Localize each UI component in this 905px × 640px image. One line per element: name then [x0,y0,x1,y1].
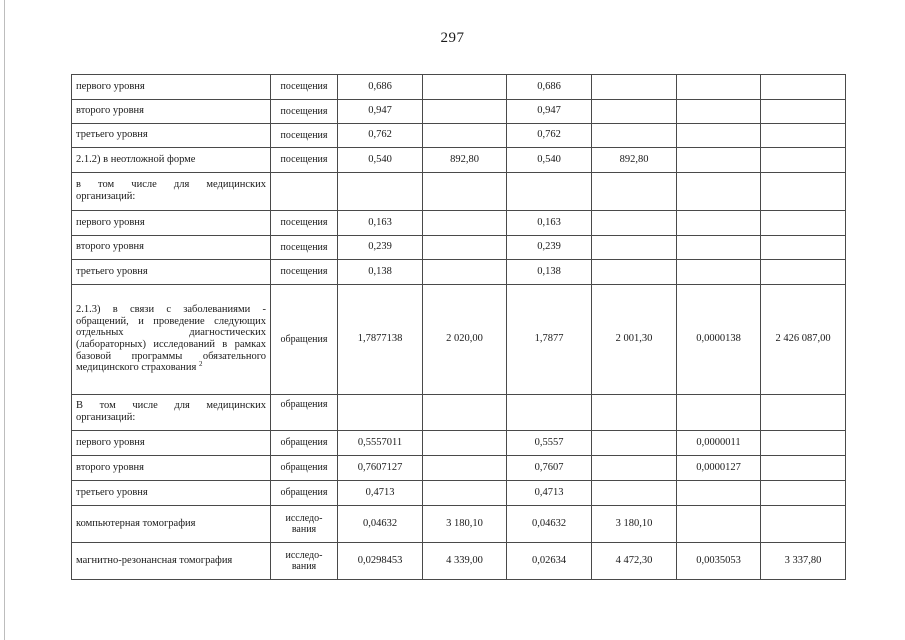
row-value-2 [423,260,507,285]
table-row [72,148,846,173]
row-value-2 [423,236,507,260]
tariff-table [71,74,846,580]
row-name: в том числе для медицинских организаций: [72,173,271,211]
row-value-1: 0,04632 [338,506,423,543]
row-name: магнитно-резонансная томография [72,543,271,580]
row-value-6 [761,481,846,506]
row-name: компьютерная томография [72,506,271,543]
row-value-2 [423,395,507,431]
row-value-1: 0,540 [338,148,423,173]
row-name: второго уровня [72,100,271,124]
row-unit: посещения [271,100,338,124]
row-value-4 [592,481,677,506]
row-value-4 [592,173,677,211]
row-value-5: 0,0000011 [677,431,761,456]
table-row [72,543,846,580]
row-value-4 [592,260,677,285]
table-row [72,75,846,100]
row-value-1: 0,762 [338,124,423,148]
row-unit: исследо-вания [271,506,338,543]
row-value-2: 892,80 [423,148,507,173]
row-value-6 [761,211,846,236]
row-value-1: 1,7877138 [338,285,423,395]
row-value-4 [592,431,677,456]
row-value-5 [677,173,761,211]
row-unit: обращения [271,285,338,395]
row-value-3: 0,686 [507,75,592,100]
table-row [72,124,846,148]
row-unit: посещения [271,124,338,148]
row-value-4 [592,124,677,148]
row-value-6: 3 337,80 [761,543,846,580]
row-value-5 [677,100,761,124]
row-value-5: 0,0035053 [677,543,761,580]
row-unit: обращения [271,456,338,481]
row-value-3 [507,395,592,431]
row-unit: посещения [271,75,338,100]
row-value-2: 2 020,00 [423,285,507,395]
page-edge-rule [4,0,5,640]
table-row [72,456,846,481]
row-value-5 [677,260,761,285]
row-value-1: 0,7607127 [338,456,423,481]
row-value-1: 0,0298453 [338,543,423,580]
row-value-6 [761,148,846,173]
row-value-3: 0,163 [507,211,592,236]
table-row [72,481,846,506]
row-value-2 [423,211,507,236]
table-row [72,236,846,260]
row-unit [271,173,338,211]
row-unit: исследо-вания [271,543,338,580]
row-unit: обращения [271,431,338,456]
row-value-2 [423,431,507,456]
row-name: первого уровня [72,211,271,236]
row-value-3: 1,7877 [507,285,592,395]
row-value-3: 0,239 [507,236,592,260]
row-name: третьего уровня [72,260,271,285]
row-value-5 [677,236,761,260]
page-number: 297 [440,30,465,46]
row-value-6 [761,173,846,211]
row-value-3: 0,04632 [507,506,592,543]
footnote-marker: 2 [198,360,203,369]
row-unit: посещения [271,260,338,285]
row-value-6 [761,236,846,260]
row-value-5 [677,124,761,148]
row-name: третьего уровня [72,124,271,148]
row-value-3: 0,4713 [507,481,592,506]
row-unit: обращения [271,481,338,506]
row-value-2: 4 339,00 [423,543,507,580]
table-row [72,506,846,543]
row-value-6 [761,124,846,148]
row-value-1: 0,947 [338,100,423,124]
row-value-1: 0,5557011 [338,431,423,456]
table-row [72,285,846,395]
table-row [72,173,846,211]
row-unit: обращения [271,395,338,431]
row-value-1: 0,138 [338,260,423,285]
row-value-1 [338,173,423,211]
row-unit: посещения [271,211,338,236]
row-name: второго уровня [72,236,271,260]
row-value-3: 0,02634 [507,543,592,580]
row-name: первого уровня [72,431,271,456]
row-value-2 [423,100,507,124]
row-value-6 [761,456,846,481]
row-value-4: 892,80 [592,148,677,173]
row-name: второго уровня [72,456,271,481]
row-value-3: 0,762 [507,124,592,148]
table-row [72,260,846,285]
row-value-4 [592,211,677,236]
row-value-1 [338,395,423,431]
row-name: первого уровня [72,75,271,100]
row-value-4 [592,100,677,124]
row-value-3: 0,7607 [507,456,592,481]
row-value-5 [677,75,761,100]
row-value-5 [677,211,761,236]
row-value-3: 0,947 [507,100,592,124]
row-value-4: 3 180,10 [592,506,677,543]
table-row [72,100,846,124]
row-unit: посещения [271,236,338,260]
row-value-4: 4 472,30 [592,543,677,580]
row-value-5 [677,148,761,173]
row-value-5: 0,0000127 [677,456,761,481]
row-value-5 [677,506,761,543]
row-unit: посещения [271,148,338,173]
row-name: 2.1.3) в связи с заболеваниями - обращений, и проведение следующих отдельных диагностических (лабораторных) исследований в рамках базовой программы обязательного медицинского страхования [76,304,266,374]
row-value-1: 0,686 [338,75,423,100]
row-name: В том числе для медицинских организаций: [72,395,271,431]
row-value-6 [761,431,846,456]
row-name: третьего уровня [72,481,271,506]
row-value-3 [507,173,592,211]
row-value-5: 0,0000138 [677,285,761,395]
row-value-6 [761,395,846,431]
row-value-5 [677,395,761,431]
row-value-2: 3 180,10 [423,506,507,543]
row-value-6 [761,100,846,124]
table-row [72,431,846,456]
row-value-2 [423,456,507,481]
row-value-2 [423,481,507,506]
row-value-2 [423,124,507,148]
row-value-6 [761,75,846,100]
row-value-2 [423,173,507,211]
row-value-6 [761,260,846,285]
row-value-3: 0,540 [507,148,592,173]
table-row [72,211,846,236]
row-value-2 [423,75,507,100]
row-value-3: 0,138 [507,260,592,285]
row-name-cell [72,285,271,395]
row-value-4 [592,75,677,100]
row-value-4: 2 001,30 [592,285,677,395]
row-value-4 [592,236,677,260]
row-value-3: 0,5557 [507,431,592,456]
row-value-1: 0,163 [338,211,423,236]
row-value-4 [592,395,677,431]
row-value-6: 2 426 087,00 [761,285,846,395]
row-value-5 [677,481,761,506]
row-name: 2.1.2) в неотложной форме [72,148,271,173]
row-value-1: 0,4713 [338,481,423,506]
table-row [72,395,846,431]
row-value-6 [761,506,846,543]
row-value-4 [592,456,677,481]
row-value-1: 0,239 [338,236,423,260]
